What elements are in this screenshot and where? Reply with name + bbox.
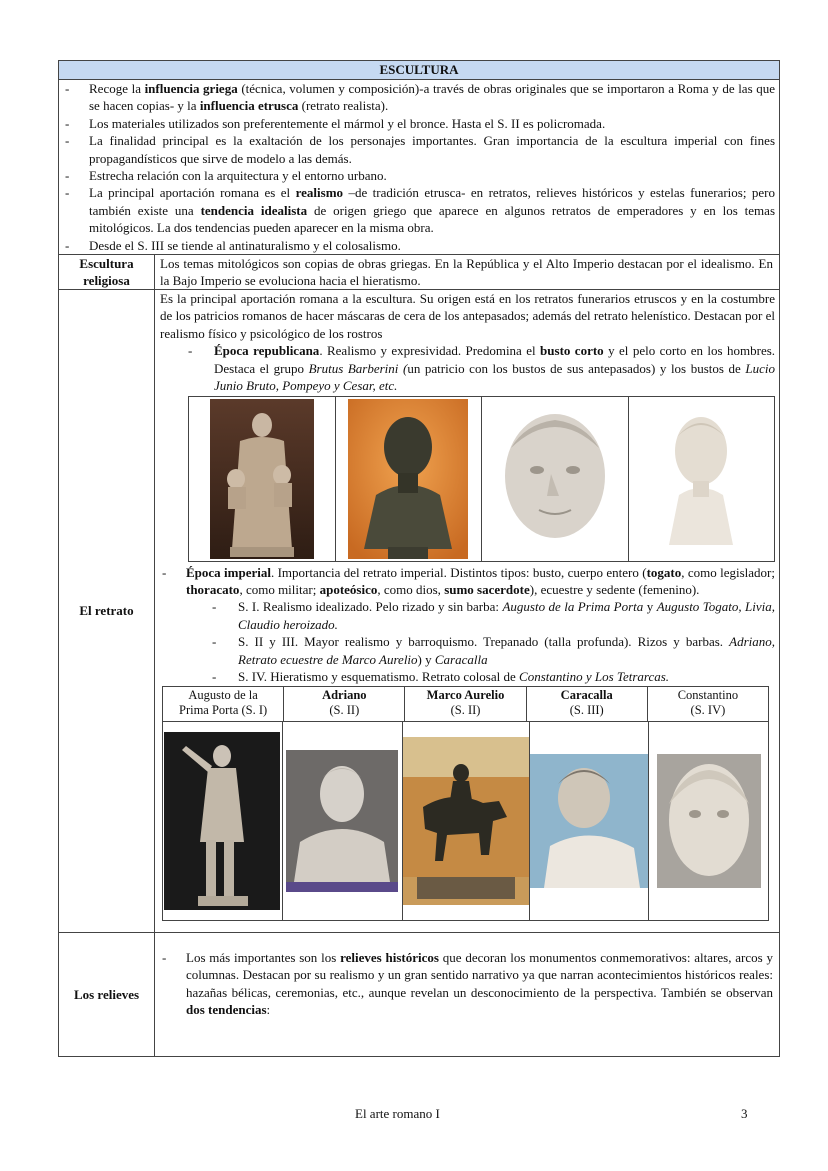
republicana-item: - Época republicana. Realismo y expresividad. Predomina el busto corto y el pelo corto en los hombres. Destaca el grupo Brutus Barberini (un patricio con los bustos de sus antepasados) y los bustos de Lucio Junio Bruto, Pompeyo y Cesar, etc. bbox=[188, 342, 775, 394]
image-lucio-junio-bruto bbox=[336, 397, 483, 561]
image-caracalla bbox=[530, 722, 650, 920]
cesar-bust-image bbox=[659, 409, 743, 549]
retrato-row bbox=[59, 289, 779, 932]
section-header: ESCULTURA bbox=[59, 61, 779, 79]
emperors-header bbox=[163, 687, 768, 722]
image-pompeyo bbox=[482, 397, 629, 561]
augusto-prima-porta-statue-image bbox=[164, 732, 280, 910]
religiosa-row bbox=[59, 254, 779, 289]
constantino-head-image bbox=[657, 754, 761, 888]
religiosa-label bbox=[59, 255, 155, 289]
intro-row bbox=[59, 79, 779, 254]
emperor-caption: Caracalla (S. III) bbox=[527, 687, 648, 721]
intro-item: - Desde el S. III se tiende al antinaturalismo y el colosalismo. bbox=[65, 237, 775, 254]
republican-images bbox=[188, 396, 775, 562]
retrato-label: El retrato bbox=[59, 290, 155, 932]
intro-item: - Recoge la influencia griega (técnica, volumen y composición)-a través de obras originales que se importaron a Roma y de las que se hacen copias- y la influencia etrusca (retrato realista). bbox=[65, 80, 775, 115]
emperor-caption: Constantino (S. IV) bbox=[677, 688, 739, 718]
image-marco-aurelio bbox=[403, 722, 530, 920]
emperor-caption: Adriano (S. II) bbox=[284, 687, 405, 721]
brutus-barberini-statue-image bbox=[210, 399, 314, 559]
religiosa-text: Los temas mitológicos son copias de obras griegas. En la República y el Alto Imperio destacan por el idealismo. En la Bajo Imperio se evoluciona hacia el hieratismo. bbox=[160, 256, 773, 289]
intro-list bbox=[65, 80, 775, 254]
relieves-item: - Los más importantes son los relieves históricos que decoran los monumentos conmemorativos: altares, arcos y columnas. Destacan por su realismo y un gran sentido narrativo ya que narran acontecimientos históricos reales: hazañas bélicas, ceremonias, etc., aunque revelan un desconocimiento de la perspectiva. También se observan dos tendencias: bbox=[162, 949, 773, 1019]
emperors-table bbox=[162, 686, 769, 921]
retrato-intro: Es la principal aportación romana a la escultura. Su origen está en los retratos funerarios etruscos y en la costumbre de los patricios romanos de hacer máscaras de cera de los antepasados; además del retrato helenístico. Destacan por el realismo físico y psicológico de los rostros bbox=[160, 291, 775, 341]
lucio-junio-bruto-bust-image bbox=[348, 399, 468, 559]
period-item: - S. I. Realismo idealizado. Pelo rizado y sin barba: Augusto de la Prima Porta y Augusto Togato, Livia, Claudio heroizado. bbox=[212, 598, 775, 633]
image-augusto-prima-porta bbox=[163, 722, 283, 920]
image-constantino bbox=[649, 722, 768, 920]
image-brutus-barberini bbox=[189, 397, 336, 561]
relieves-label: Los relieves bbox=[59, 933, 155, 1056]
emperor-caption: Marco Aurelio (S. II) bbox=[405, 687, 526, 721]
caracalla-bust-image bbox=[530, 754, 648, 888]
footer-title: El arte romano I bbox=[355, 1106, 440, 1121]
periods-list bbox=[212, 598, 775, 685]
religiosa-label-text: Escultura religiosa bbox=[79, 255, 134, 289]
intro-item: - Los materiales utilizados son preferentemente el mármol y el bronce. Hasta el S. II es policromada. bbox=[65, 115, 775, 132]
image-cesar bbox=[629, 397, 775, 561]
period-item: - S. IV. Hieratismo y esquematismo. Retrato colosal de Constantino y Los Tetrarcas. bbox=[212, 668, 775, 685]
period-item: - S. II y III. Mayor realismo y barroquismo. Trepanado (talla profunda). Rizos y barbas. Adriano, Retrato ecuestre de Marco Aurelio) y Caracalla bbox=[212, 633, 775, 668]
imperial-item: - Época imperial. Importancia del retrato imperial. Distintos tipos: busto, cuerpo entero (togato, como legislador; thoracato, como militar; apoteósico, como dios, sumo sacerdote), ecuestre y sedente (femenino). bbox=[162, 564, 775, 599]
emperors-images bbox=[163, 722, 768, 920]
intro-item: - La principal aportación romana es el realismo –de tradición etrusca- en retratos, relieves históricos y estelas funerarios; pero también existe una tendencia idealista de origen griego que aparece en algunos retratos de emperadores y en los temas mitológicos. La dos tendencias pueden aparecer en la misma obra. bbox=[65, 184, 775, 236]
page-number: 3 bbox=[741, 1106, 748, 1121]
adriano-bust-image bbox=[286, 750, 398, 892]
emperor-caption: Augusto de la Prima Porta (S. I) bbox=[163, 687, 284, 721]
relieves-row bbox=[59, 932, 779, 1056]
marco-aurelio-equestrian-image bbox=[403, 737, 529, 905]
intro-item: - Estrecha relación con la arquitectura y el entorno urbano. bbox=[65, 167, 775, 184]
intro-item: - La finalidad principal es la exaltación de los personajes importantes. Gran importancia de la escultura imperial con fines propagandísticos que sirve de modelo a las demás. bbox=[65, 132, 775, 167]
pompeyo-head-image bbox=[495, 404, 615, 554]
sculpture-table bbox=[58, 60, 780, 1057]
image-adriano bbox=[283, 722, 403, 920]
